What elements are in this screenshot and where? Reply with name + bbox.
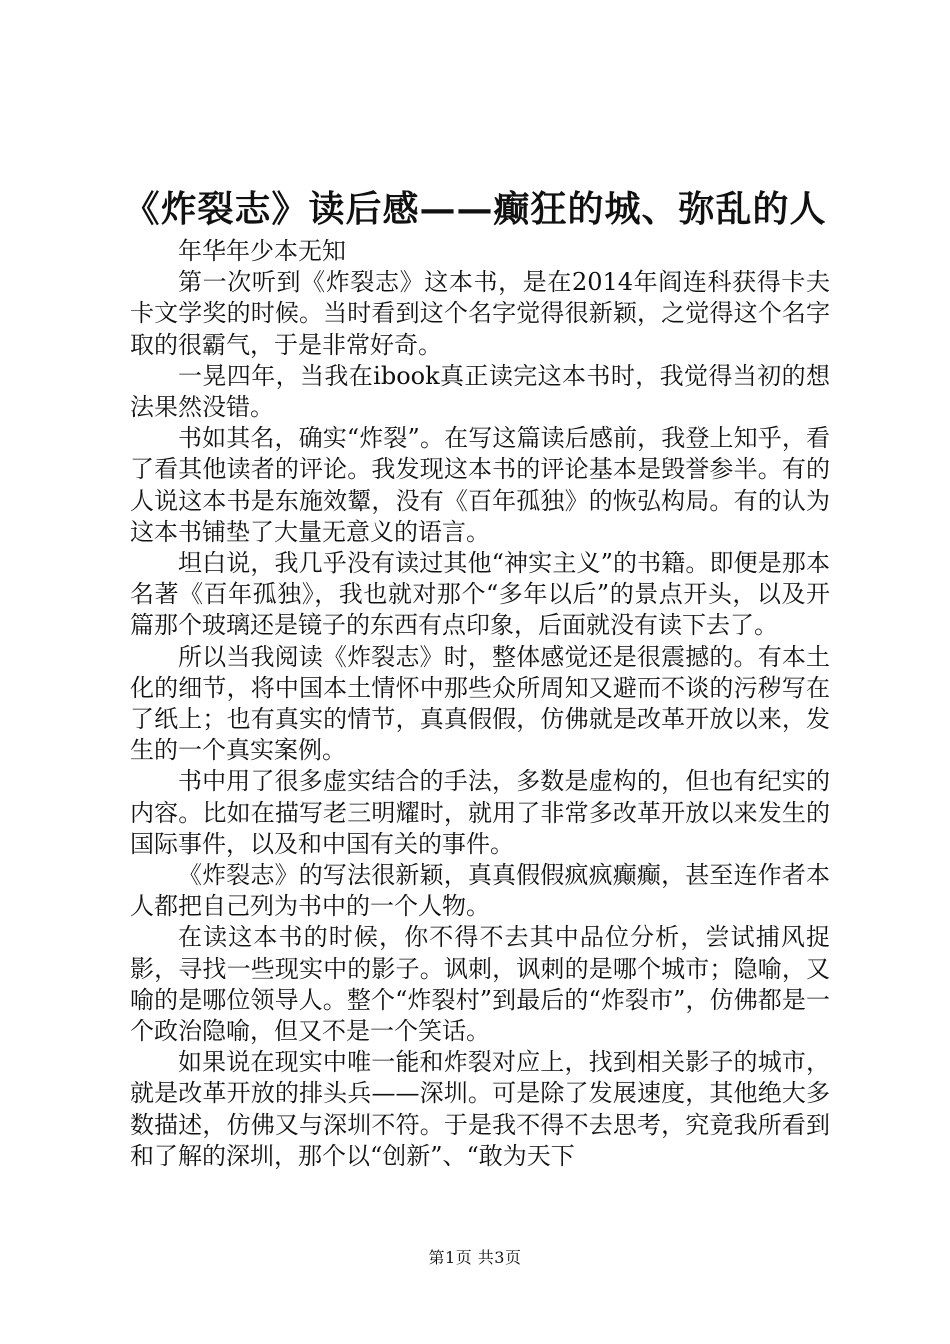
paragraph: 第一次听到《炸裂志》这本书，是在2014年阎连科获得卡夫卡文学奖的时候。当时看到这个名字觉得很新颖，之觉得这个名字取的很霸气，于是非常好奇。 xyxy=(130,268,830,359)
paragraph: 所以当我阅读《炸裂志》时，整体感觉还是很震撼的。有本土化的细节，将中国本土情怀中那些众所周知又避而不谈的污秽写在了纸上；也有真实的情节，真真假假，仿佛就是改革开放以来，发生的一个真实案例。 xyxy=(130,642,830,765)
paragraph-subtitle: 年华年少本无知 xyxy=(178,237,346,265)
paragraph: 一晃四年，当我在ibook真正读完这本书时，我觉得当初的想法果然没错。 xyxy=(130,361,830,422)
paragraph: 书中用了很多虚实结合的手法，多数是虚构的，但也有纪实的内容。比如在描写老三明耀时，就用了非常多改革开放以来发生的国际事件，以及和中国有关的事件。 xyxy=(130,767,830,858)
paragraph: 书如其名，确实“炸裂”。在写这篇读后感前，我登上知乎，看了看其他读者的评论。我发现这本书的评论基本是毁誉参半。有的人说这本书是东施效颦，没有《百年孤独》的恢弘构局。有的认为这本书铺垫了大量无意义的语言。 xyxy=(130,424,830,546)
paragraph: 如果说在现实中唯一能和炸裂对应上，找到相关影子的城市，就是改革开放的排头兵——深圳。可是除了发展速度，其他绝大多数描述，仿佛又与深圳不符。于是我不得不去思考，究竟我所看到和了解的深圳，那个以“创新”、“敢为天下 xyxy=(130,1048,830,1170)
document-title: 《炸裂志》读后感——癫狂的城、弥乱的人 xyxy=(123,188,827,230)
document-body xyxy=(130,236,830,1172)
page-number-footer: 第1页 共3页 xyxy=(428,1248,522,1267)
paragraph: 在读这本书的时候，你不得不去其中品位分析，尝试捕风捉影，寻找一些现实中的影子。讽刺，讽刺的是哪个城市；隐喻，又喻的是哪位领导人。整个“炸裂村”到最后的“炸裂市”，仿佛都是一个政治隐喻，但又不是一个笑话。 xyxy=(130,923,830,1046)
paragraph: 坦白说，我几乎没有读过其他“神实主义”的书籍。即便是那本名著《百年孤独》，我也就对那个“多年以后”的景点开头，以及开篇那个玻璃还是镜子的东西有点印象，后面就没有读下去了。 xyxy=(130,549,830,640)
paragraph: 《炸裂志》的写法很新颖，真真假假疯疯癫癫，甚至连作者本人都把自己列为书中的一个人物。 xyxy=(130,861,830,921)
